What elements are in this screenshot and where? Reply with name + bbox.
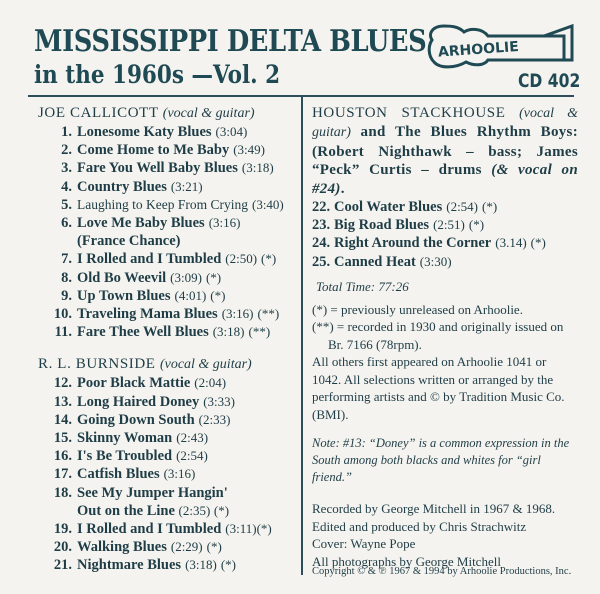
track-title: Poor Black Mattie (77, 375, 191, 392)
arhoolie-guitar-logo (426, 22, 574, 72)
catalog-number: CD 402 (518, 70, 581, 92)
track-note: (*) (256, 521, 272, 537)
track-number: 22. (312, 199, 331, 216)
track-title: I's Be Troubled (77, 448, 173, 465)
track-duration: (3:09) (170, 269, 202, 285)
track-row (38, 447, 296, 465)
track-row (38, 556, 296, 574)
track-duration: (3:16) (163, 466, 196, 482)
track-number: 19. (53, 521, 72, 538)
track-title: Canned Heat (334, 253, 416, 270)
track-number: 23. (312, 217, 331, 234)
track-title: Catfish Blues (77, 466, 160, 483)
track-number: 17. (53, 466, 72, 483)
track-row (38, 287, 296, 305)
track-title: Come Home to Me Baby (77, 142, 230, 159)
track-note: (*) (210, 287, 226, 303)
footnotes (312, 301, 578, 424)
track-note: (*) (530, 235, 546, 251)
track-number: 12. (53, 375, 72, 392)
track-row (38, 305, 296, 323)
track-title: Going Down South (77, 411, 195, 428)
track-row (38, 196, 296, 214)
track-title: See My Jumper Hangin' (77, 484, 228, 501)
track-title: Fare You Well Baby Blues (77, 160, 238, 177)
track-title: I Rolled and I Tumbled (77, 251, 222, 268)
track-number: 7. (61, 251, 72, 268)
track-title: Right Around the Corner (334, 235, 492, 252)
track-duration: (3:40) (251, 196, 284, 212)
footnote-others: All others first appeared on Arhoolie 1041 or 1042. All selections written or arranged by the performing artists and © by Tradition Music Co. (BMI). (312, 354, 565, 422)
artist-heading-burnside (38, 355, 296, 374)
credit-recorded: Recorded by George Mitchell in 1967 & 1968. (312, 501, 556, 517)
copyright-notice: Copyright © & ℗ 1967 & 1994 by Arhoolie Productions, Inc. (312, 566, 572, 577)
track-row (38, 269, 296, 287)
track-number: 24. (312, 235, 331, 252)
track-duration: (3:30) (419, 253, 452, 269)
track-row (312, 216, 578, 234)
track-title: Skinny Woman (77, 430, 173, 447)
artist-name: R. L. BURNSIDE (38, 356, 156, 373)
section-spacer (38, 341, 296, 355)
track-number: 14. (53, 411, 72, 428)
track-row (38, 250, 296, 268)
left-column (38, 104, 296, 575)
track-duration: (4:01) (174, 287, 207, 303)
track-number: 1. (61, 124, 72, 140)
track-duration: (3:33) (203, 393, 235, 409)
artist-role: (vocal & guitar) (162, 106, 255, 121)
album-title: MISSISSIPPI DELTA BLUES (34, 24, 427, 59)
credit-edited: Edited and produced by Chris Strachwitz (312, 518, 527, 534)
track-title: Up Town Blues (77, 287, 171, 304)
track-note: (*) (206, 539, 222, 555)
track-note: (*) (220, 557, 237, 573)
artist-name: JOE CALLICOTT (38, 105, 159, 121)
track-title: Fare Thee Well Blues (77, 324, 209, 341)
track-row (312, 234, 578, 252)
track-row (312, 198, 578, 216)
logo-text: ARHOOLIE (437, 39, 520, 61)
track-title: Lonesome Katy Blues (77, 124, 212, 140)
track-row (38, 159, 296, 177)
track-duration: (3:04) (215, 124, 248, 139)
track-number: 15. (53, 430, 72, 447)
track-duration: (3:21) (170, 178, 203, 194)
track-row (38, 484, 296, 502)
track-row (38, 374, 296, 392)
track-note: (*) (261, 251, 277, 267)
band-credit-note: (& vocal on #24) (312, 162, 578, 197)
track-number: 21. (53, 557, 72, 574)
track-credit: (France Chance) (77, 233, 181, 250)
track-number: 16. (53, 448, 72, 465)
track-number: 20. (53, 539, 72, 556)
track-number: 5. (61, 196, 72, 213)
track-number: 10. (53, 306, 72, 323)
track-title: I Rolled and I Tumbled (77, 521, 222, 538)
track-note: (**) (248, 324, 271, 340)
track-title: Old Bo Weevil (77, 269, 167, 286)
footnote-single-asterisk: (*) = previously unreleased on Arhoolie. (312, 301, 523, 317)
track-row (38, 411, 296, 429)
artist-heading-callicott (38, 104, 296, 123)
track-row (312, 253, 578, 271)
track-number: 8. (61, 269, 72, 286)
track-duration: (3.14) (495, 235, 527, 251)
track-number: 6. (61, 215, 72, 232)
track-row (38, 429, 296, 447)
track-row (38, 141, 296, 159)
album-subtitle: in the 1960s —Vol. 2 (34, 60, 281, 89)
track-number: 25. (312, 253, 331, 270)
track-duration: (3:16) (208, 215, 241, 231)
track-row (38, 465, 296, 483)
track-duration: (2:33) (198, 411, 231, 427)
track-list-callicott (38, 123, 296, 341)
track-list-stackhouse (312, 198, 578, 271)
track-duration: (2:54) (446, 199, 479, 215)
track-continuation (38, 502, 296, 520)
track-duration: (3:18) (185, 557, 217, 573)
footnote-double-asterisk: (**) = recorded in 1930 and originally issued on (312, 319, 564, 335)
track-duration: (3:49) (233, 142, 265, 158)
track-duration: (3:18) (212, 324, 245, 340)
track-row (38, 538, 296, 556)
track-title: Traveling Mama Blues (77, 306, 218, 323)
note-track-13: Note: #13: “Doney” is a common expression in the South among both blacks and whites for “girl friend.” (312, 436, 570, 485)
track-title: Nightmare Blues (77, 557, 182, 574)
track-list-burnside (38, 374, 296, 574)
track-duration: (3:18) (241, 160, 274, 176)
track-title: Walking Blues (77, 539, 167, 556)
track-number: 2. (61, 142, 72, 159)
track-note: (*) (468, 217, 485, 233)
production-credits (312, 500, 578, 570)
track-row (38, 214, 296, 232)
artist-heading-stackhouse (312, 104, 578, 198)
track-row (38, 178, 296, 196)
column-divider (301, 97, 303, 575)
track-duration: (2:54) (176, 448, 208, 464)
track-note: (*) (482, 199, 498, 215)
track-number: 3. (61, 160, 72, 177)
track-title: Love Me Baby Blues (77, 215, 205, 232)
track-duration: (3:11) (225, 521, 257, 537)
track-duration: (2:43) (176, 430, 209, 446)
right-column (312, 104, 578, 570)
track-note: (*) (213, 502, 230, 518)
track-duration: (3:16) (221, 306, 254, 322)
track-title-cont: Out on the Line (77, 502, 175, 519)
footnote-double-asterisk-cont: Br. 7166 (78rpm). (328, 336, 422, 352)
artist-role: (vocal & guitar) (159, 357, 252, 373)
track-note: (**) (257, 306, 280, 322)
artist-role: (vocal & guitar) (312, 106, 578, 141)
track-number: 18. (53, 484, 72, 501)
track-row (38, 393, 296, 411)
track-number: 9. (61, 287, 72, 304)
track-number: 11. (54, 324, 72, 341)
track-number: 13. (53, 393, 72, 410)
track-title: Long Haired Doney (77, 393, 200, 410)
artist-name: HOUSTON STACKHOUSE (312, 105, 506, 121)
band-credit: and The Blues Rhythm Boys: (Robert Nighthawk – bass; James “Peck” Curtis – drums (312, 124, 578, 179)
total-time: Total Time: 77:26 (316, 278, 409, 294)
track-duration: (2:50) (225, 251, 258, 267)
track-row (38, 323, 296, 341)
band-credit-end: . (340, 180, 345, 197)
track-duration: (2:51) (433, 217, 465, 233)
track-row (38, 520, 296, 538)
track-title: Big Road Blues (334, 217, 430, 234)
track-number: 4. (61, 178, 72, 195)
credit-cover: Cover: Wayne Pope (312, 536, 416, 552)
credit-photos: All photographs by George Mitchell (312, 553, 501, 569)
track-duration: (2:29) (170, 539, 203, 555)
track-title: Cool Water Blues (334, 199, 443, 216)
track-note: (*) (205, 269, 222, 285)
track-title: Country Blues (77, 178, 167, 195)
track-duration: (2:35) (178, 502, 211, 518)
track-row (38, 123, 296, 141)
track-duration: (2:04) (194, 375, 227, 391)
track-title: Laughing to Keep From Crying (77, 196, 248, 212)
track-continuation (38, 232, 296, 250)
